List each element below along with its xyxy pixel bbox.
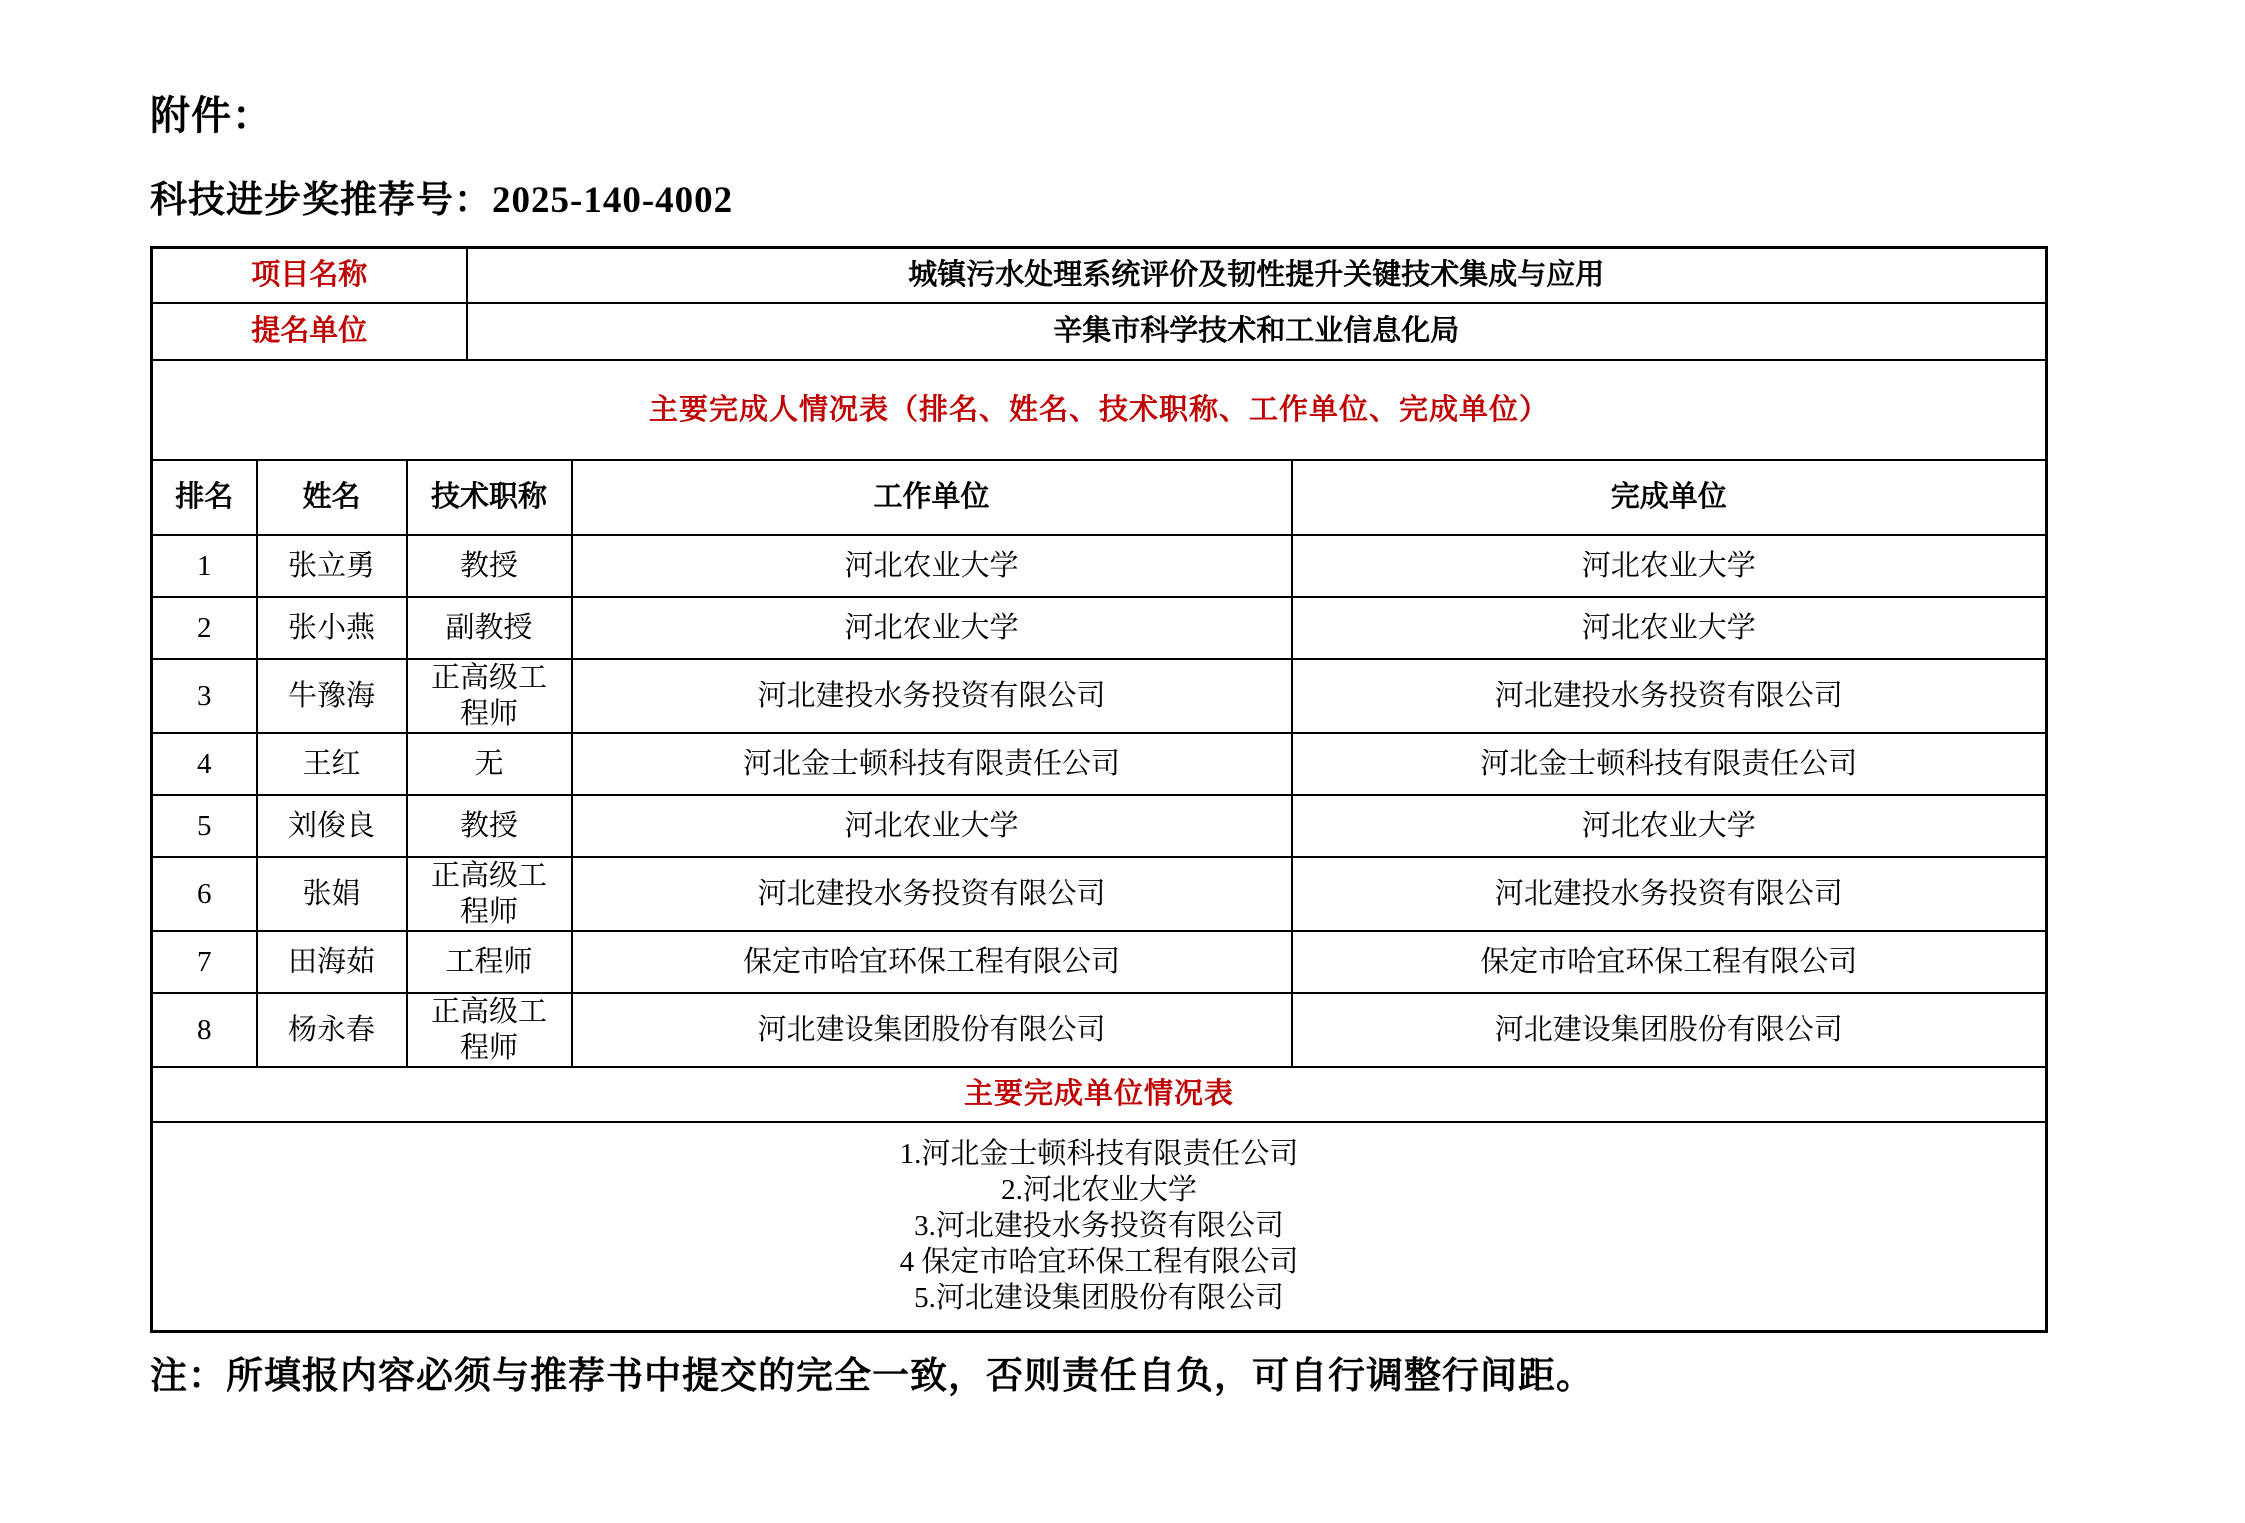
rank-cell: 3 [152,659,257,733]
name-cell: 王红 [257,733,407,795]
title-cell: 副教授 [407,597,572,659]
unit-list-item: 4 保定市哈宜环保工程有限公司 [899,1246,1299,1279]
table-row [152,733,2047,795]
header-name: 姓名 [257,460,407,535]
completing-unit-cell: 保定市哈宜环保工程有限公司 [1292,931,2047,993]
unit-list-item: 3.河北建投水务投资有限公司 [914,1210,1284,1243]
completing-unit-cell: 河北农业大学 [1292,535,2047,597]
nominating-unit-row [152,303,2047,360]
rank-cell: 4 [152,733,257,795]
title-cell: 正高级工程师 [407,857,572,931]
name-cell: 张立勇 [257,535,407,597]
table-row [152,535,2047,597]
rank-cell: 2 [152,597,257,659]
header-title: 技术职称 [407,460,572,535]
title-cell: 工程师 [407,931,572,993]
rank-cell: 5 [152,795,257,857]
rank-cell: 7 [152,931,257,993]
unit-list-item: 5.河北建设集团股份有限公司 [914,1282,1284,1315]
completing-unit-cell: 河北建设集团股份有限公司 [1292,993,2047,1067]
nominating-unit-label-cell: 提名单位 [152,303,467,360]
document-table [150,246,2048,1333]
table-row [152,857,2047,931]
work-unit-cell: 河北建设集团股份有限公司 [572,993,1292,1067]
completers-rows [152,535,2047,1067]
work-unit-cell: 河北农业大学 [572,795,1292,857]
header-work-unit: 工作单位 [572,460,1292,535]
completing-unit-cell: 河北农业大学 [1292,597,2047,659]
name-cell: 田海茹 [257,931,407,993]
completing-unit-cell: 河北金士顿科技有限责任公司 [1292,733,2047,795]
work-unit-cell: 河北农业大学 [572,597,1292,659]
title-cell: 无 [407,733,572,795]
name-cell: 杨永春 [257,993,407,1067]
title-cell: 教授 [407,795,572,857]
project-name-label-cell: 项目名称 [152,248,467,303]
unit-list-item: 1.河北金士顿科技有限责任公司 [899,1138,1299,1171]
table-row [152,597,2047,659]
work-unit-cell: 保定市哈宜环保工程有限公司 [572,931,1292,993]
title-cell: 正高级工程师 [407,993,572,1067]
unit-list-item: 2.河北农业大学 [1001,1174,1197,1207]
project-name-value-cell: 城镇污水处理系统评价及韧性提升关键技术集成与应用 [467,248,2047,303]
completers-title-row [152,360,2047,460]
project-name-row [152,248,2047,303]
rank-cell: 1 [152,535,257,597]
units-title-row [152,1067,2047,1122]
completing-unit-cell: 河北建投水务投资有限公司 [1292,659,2047,733]
name-cell: 张小燕 [257,597,407,659]
completing-unit-cell: 河北建投水务投资有限公司 [1292,857,2047,931]
work-unit-cell: 河北建投水务投资有限公司 [572,659,1292,733]
units-table-title: 主要完成单位情况表 [152,1067,2047,1122]
work-unit-cell: 河北农业大学 [572,535,1292,597]
recommendation-label: 科技进步奖推荐号： [150,180,492,221]
completers-table-title: 主要完成人情况表（排名、姓名、技术职称、工作单位、完成单位） [152,360,2047,460]
units-list [152,1122,2047,1332]
attachment-label: 附件： [150,94,273,138]
completers-header-row [152,460,2047,535]
note-text: 注：所填报内容必须与推荐书中提交的完全一致，否则责任自负，可自行调整行间距。 [150,1356,1594,1397]
title-cell: 教授 [407,535,572,597]
rank-cell: 8 [152,993,257,1067]
name-cell: 刘俊良 [257,795,407,857]
header-rank: 排名 [152,460,257,535]
name-cell: 张娟 [257,857,407,931]
completing-unit-cell: 河北农业大学 [1292,795,2047,857]
units-list-row [152,1122,2047,1332]
table-row [152,931,2047,993]
table-row [152,993,2047,1067]
name-cell: 牛豫海 [257,659,407,733]
rank-cell: 6 [152,857,257,931]
title-cell: 正高级工程师 [407,659,572,733]
recommendation-line [150,182,2045,219]
table-row [152,659,2047,733]
nominating-unit-value-cell: 辛集市科学技术和工业信息化局 [467,303,2047,360]
work-unit-cell: 河北金士顿科技有限责任公司 [572,733,1292,795]
table-row [152,795,2047,857]
header-completing-unit: 完成单位 [1292,460,2047,535]
work-unit-cell: 河北建投水务投资有限公司 [572,857,1292,931]
recommendation-number: 2025-140-4002 [492,180,734,221]
